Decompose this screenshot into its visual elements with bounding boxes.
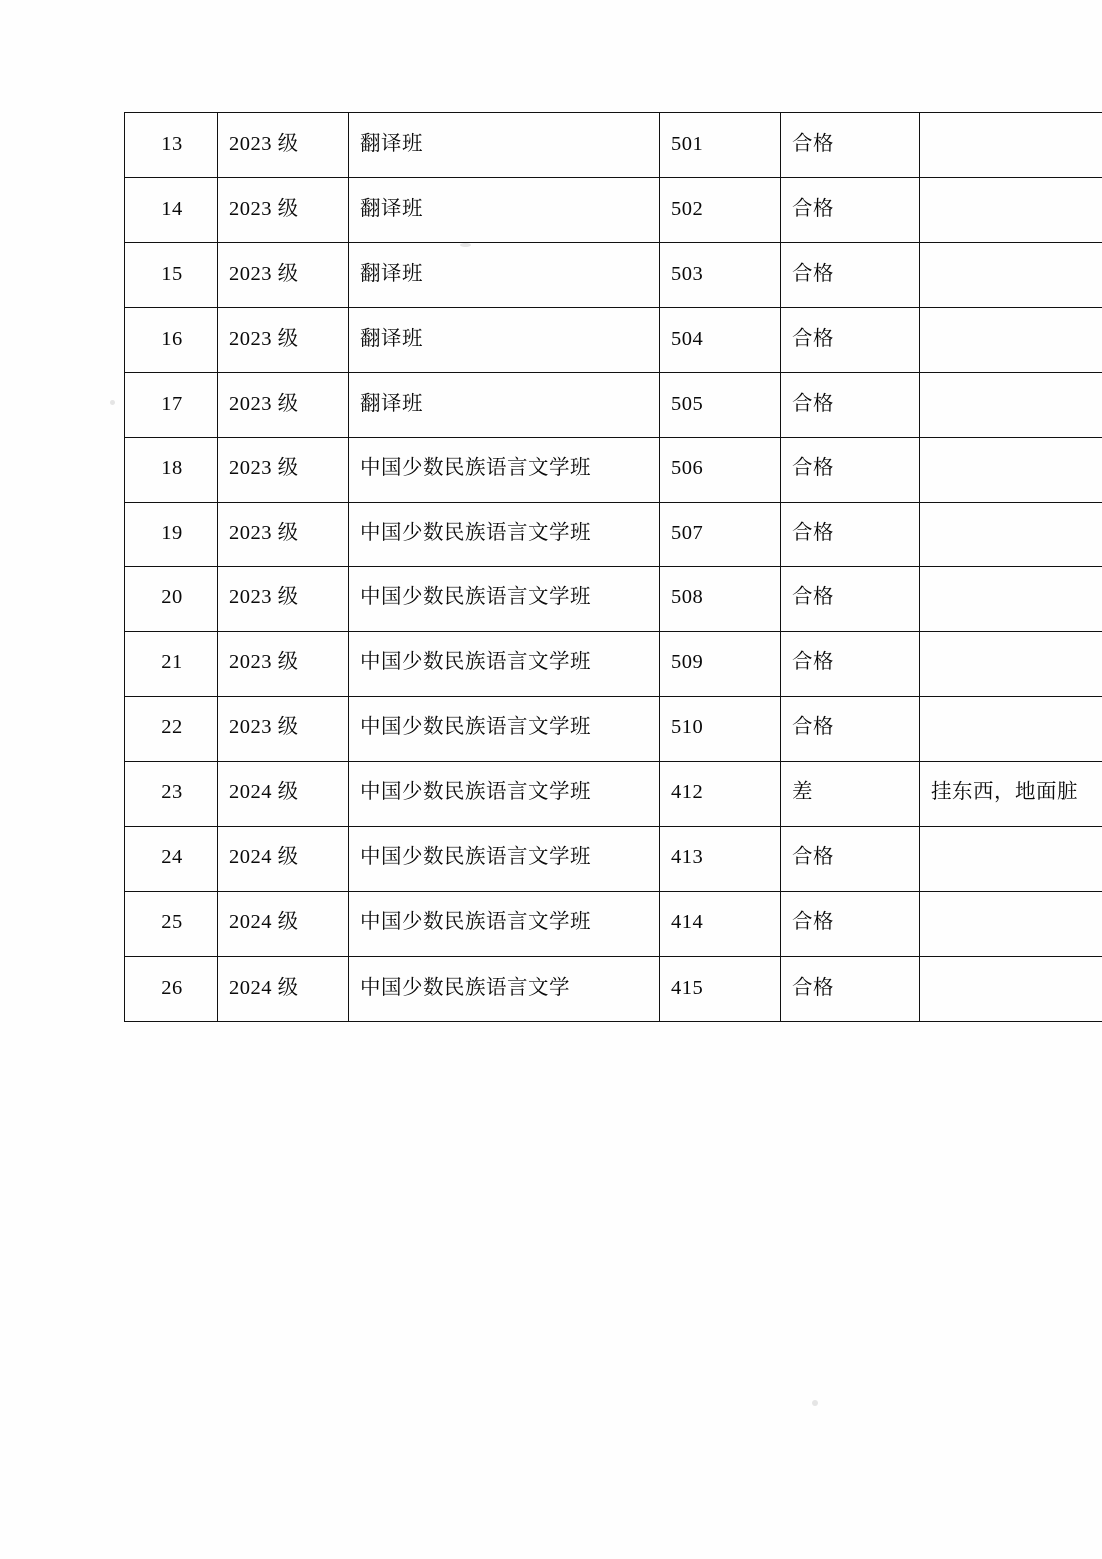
row-note	[920, 632, 1102, 697]
row-grade: 2023 级	[218, 567, 349, 632]
row-index: 13	[125, 113, 218, 178]
row-grade: 2023 级	[218, 242, 349, 307]
table-row	[125, 762, 1102, 827]
table-row	[125, 892, 1102, 957]
table-row	[125, 697, 1102, 762]
row-grade: 2023 级	[218, 437, 349, 502]
row-result: 合格	[781, 697, 920, 762]
row-index: 23	[125, 762, 218, 827]
table-row	[125, 632, 1102, 697]
table-row	[125, 502, 1102, 567]
row-result: 合格	[781, 113, 920, 178]
row-grade: 2023 级	[218, 697, 349, 762]
row-room-number: 501	[660, 113, 781, 178]
row-result: 合格	[781, 307, 920, 372]
row-note	[920, 242, 1102, 307]
table-row	[125, 567, 1102, 632]
row-result: 合格	[781, 632, 920, 697]
row-result: 合格	[781, 892, 920, 957]
row-note	[920, 827, 1102, 892]
row-note	[920, 697, 1102, 762]
row-room-number: 509	[660, 632, 781, 697]
row-room-number: 510	[660, 697, 781, 762]
row-grade: 2024 级	[218, 762, 349, 827]
table-row	[125, 437, 1102, 502]
table-body	[125, 113, 1102, 1022]
row-class: 中国少数民族语言文学班	[349, 437, 660, 502]
row-grade: 2023 级	[218, 113, 349, 178]
row-index: 24	[125, 827, 218, 892]
row-room-number: 413	[660, 827, 781, 892]
row-index: 20	[125, 567, 218, 632]
row-index: 15	[125, 242, 218, 307]
row-note	[920, 502, 1102, 567]
row-index: 17	[125, 372, 218, 437]
row-index: 19	[125, 502, 218, 567]
row-grade: 2023 级	[218, 502, 349, 567]
row-note	[920, 956, 1102, 1021]
row-room-number: 506	[660, 437, 781, 502]
row-note	[920, 437, 1102, 502]
row-index: 26	[125, 956, 218, 1021]
row-note	[920, 113, 1102, 178]
row-note	[920, 372, 1102, 437]
row-room-number: 505	[660, 372, 781, 437]
row-room-number: 503	[660, 242, 781, 307]
row-result: 合格	[781, 437, 920, 502]
row-note: 挂东西，地面脏	[920, 762, 1102, 827]
row-class: 中国少数民族语言文学班	[349, 567, 660, 632]
row-grade: 2023 级	[218, 177, 349, 242]
inspection-table-wrapper	[124, 112, 1078, 1022]
row-note	[920, 892, 1102, 957]
table-row	[125, 827, 1102, 892]
row-class: 中国少数民族语言文学班	[349, 632, 660, 697]
row-grade: 2023 级	[218, 307, 349, 372]
row-class: 中国少数民族语言文学	[349, 956, 660, 1021]
table-row	[125, 956, 1102, 1021]
row-note	[920, 567, 1102, 632]
row-note	[920, 177, 1102, 242]
row-class: 翻译班	[349, 372, 660, 437]
row-room-number: 415	[660, 956, 781, 1021]
row-grade: 2023 级	[218, 632, 349, 697]
row-result: 合格	[781, 827, 920, 892]
row-index: 14	[125, 177, 218, 242]
table-row	[125, 113, 1102, 178]
table-row	[125, 177, 1102, 242]
table-row	[125, 242, 1102, 307]
row-class: 翻译班	[349, 177, 660, 242]
inspection-table	[124, 112, 1102, 1022]
scan-speck	[110, 400, 115, 405]
table-row	[125, 307, 1102, 372]
row-grade: 2024 级	[218, 827, 349, 892]
row-result: 合格	[781, 177, 920, 242]
row-result: 合格	[781, 372, 920, 437]
row-result: 差	[781, 762, 920, 827]
row-room-number: 507	[660, 502, 781, 567]
row-class: 翻译班	[349, 113, 660, 178]
row-room-number: 508	[660, 567, 781, 632]
row-class: 中国少数民族语言文学班	[349, 502, 660, 567]
row-index: 18	[125, 437, 218, 502]
row-result: 合格	[781, 502, 920, 567]
row-index: 22	[125, 697, 218, 762]
row-class: 翻译班	[349, 242, 660, 307]
row-room-number: 414	[660, 892, 781, 957]
row-note	[920, 307, 1102, 372]
row-class: 中国少数民族语言文学班	[349, 892, 660, 957]
row-room-number: 502	[660, 177, 781, 242]
row-class: 中国少数民族语言文学班	[349, 697, 660, 762]
row-result: 合格	[781, 242, 920, 307]
row-room-number: 504	[660, 307, 781, 372]
row-grade: 2024 级	[218, 892, 349, 957]
row-result: 合格	[781, 956, 920, 1021]
row-class: 翻译班	[349, 307, 660, 372]
row-result: 合格	[781, 567, 920, 632]
row-index: 25	[125, 892, 218, 957]
scan-speck	[812, 1400, 818, 1406]
row-grade: 2024 级	[218, 956, 349, 1021]
row-class: 中国少数民族语言文学班	[349, 827, 660, 892]
row-grade: 2023 级	[218, 372, 349, 437]
row-class: 中国少数民族语言文学班	[349, 762, 660, 827]
row-index: 16	[125, 307, 218, 372]
row-index: 21	[125, 632, 218, 697]
row-room-number: 412	[660, 762, 781, 827]
table-row	[125, 372, 1102, 437]
